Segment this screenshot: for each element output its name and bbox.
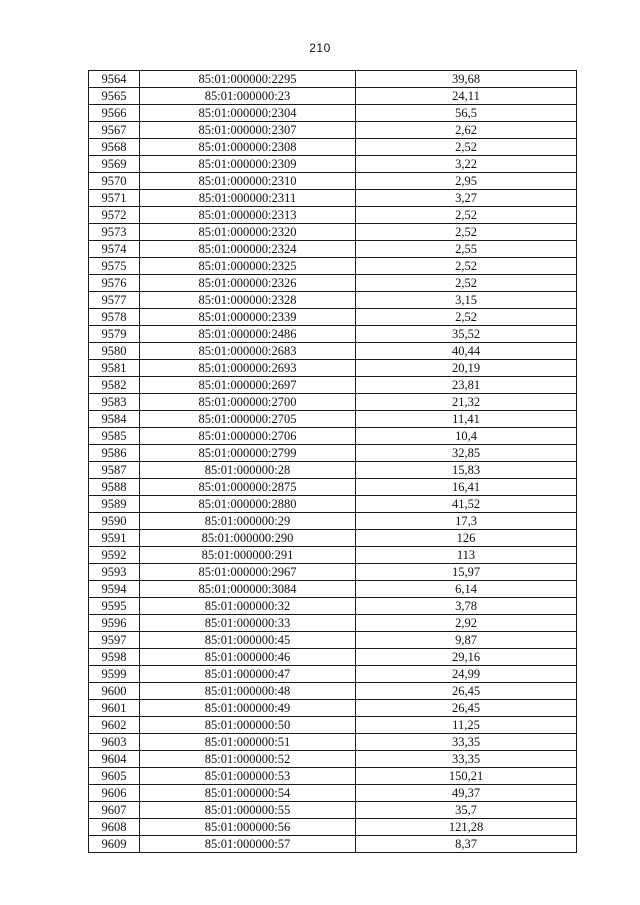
row-number-cell: 9605	[89, 768, 140, 785]
cadastral-number-cell: 85:01:000000:290	[140, 530, 356, 547]
table-row	[89, 547, 577, 564]
row-number-cell: 9593	[89, 564, 140, 581]
row-number-cell: 9583	[89, 394, 140, 411]
value-cell: 2,95	[356, 173, 577, 190]
value-cell: 29,16	[356, 649, 577, 666]
cadastral-number-cell: 85:01:000000:53	[140, 768, 356, 785]
row-number-cell: 9595	[89, 598, 140, 615]
table-row	[89, 241, 577, 258]
row-number-cell: 9573	[89, 224, 140, 241]
row-number-cell: 9602	[89, 717, 140, 734]
table-row	[89, 598, 577, 615]
value-cell: 32,85	[356, 445, 577, 462]
cadastral-number-cell: 85:01:000000:46	[140, 649, 356, 666]
table-row	[89, 360, 577, 377]
row-number-cell: 9608	[89, 819, 140, 836]
value-cell: 2,62	[356, 122, 577, 139]
table-row	[89, 513, 577, 530]
cadastral-number-cell: 85:01:000000:2311	[140, 190, 356, 207]
table-row	[89, 462, 577, 479]
row-number-cell: 9568	[89, 139, 140, 156]
value-cell: 33,35	[356, 751, 577, 768]
value-cell: 2,92	[356, 615, 577, 632]
table-row	[89, 326, 577, 343]
value-cell: 3,27	[356, 190, 577, 207]
table-row	[89, 768, 577, 785]
row-number-cell: 9607	[89, 802, 140, 819]
cadastral-number-cell: 85:01:000000:56	[140, 819, 356, 836]
cadastral-number-cell: 85:01:000000:2880	[140, 496, 356, 513]
row-number-cell: 9574	[89, 241, 140, 258]
cadastral-number-cell: 85:01:000000:2697	[140, 377, 356, 394]
row-number-cell: 9565	[89, 88, 140, 105]
row-number-cell: 9577	[89, 292, 140, 309]
value-cell: 11,41	[356, 411, 577, 428]
cadastral-number-cell: 85:01:000000:51	[140, 734, 356, 751]
table-row	[89, 564, 577, 581]
value-cell: 26,45	[356, 683, 577, 700]
value-cell: 2,52	[356, 309, 577, 326]
row-number-cell: 9569	[89, 156, 140, 173]
row-number-cell: 9586	[89, 445, 140, 462]
value-cell: 3,15	[356, 292, 577, 309]
table-row	[89, 428, 577, 445]
table-row	[89, 275, 577, 292]
row-number-cell: 9576	[89, 275, 140, 292]
row-number-cell: 9582	[89, 377, 140, 394]
value-cell: 3,78	[356, 598, 577, 615]
value-cell: 113	[356, 547, 577, 564]
table-row	[89, 649, 577, 666]
row-number-cell: 9572	[89, 207, 140, 224]
table-row	[89, 207, 577, 224]
table-row	[89, 258, 577, 275]
table-row	[89, 224, 577, 241]
value-cell: 16,41	[356, 479, 577, 496]
value-cell: 39,68	[356, 71, 577, 88]
row-number-cell: 9570	[89, 173, 140, 190]
table-row	[89, 105, 577, 122]
row-number-cell: 9579	[89, 326, 140, 343]
row-number-cell: 9587	[89, 462, 140, 479]
value-cell: 8,37	[356, 836, 577, 853]
row-number-cell: 9604	[89, 751, 140, 768]
value-cell: 49,37	[356, 785, 577, 802]
value-cell: 15,97	[356, 564, 577, 581]
table-row	[89, 802, 577, 819]
value-cell: 2,52	[356, 275, 577, 292]
row-number-cell: 9609	[89, 836, 140, 853]
cadastral-number-cell: 85:01:000000:57	[140, 836, 356, 853]
cadastral-number-cell: 85:01:000000:28	[140, 462, 356, 479]
value-cell: 3,22	[356, 156, 577, 173]
cadastral-number-cell: 85:01:000000:54	[140, 785, 356, 802]
cadastral-number-cell: 85:01:000000:2967	[140, 564, 356, 581]
table-row	[89, 683, 577, 700]
cadastral-number-cell: 85:01:000000:2310	[140, 173, 356, 190]
row-number-cell: 9598	[89, 649, 140, 666]
row-number-cell: 9592	[89, 547, 140, 564]
table-row	[89, 122, 577, 139]
cadastral-number-cell: 85:01:000000:52	[140, 751, 356, 768]
value-cell: 2,52	[356, 139, 577, 156]
cadastral-number-cell: 85:01:000000:45	[140, 632, 356, 649]
value-cell: 15,83	[356, 462, 577, 479]
value-cell: 24,99	[356, 666, 577, 683]
table-row	[89, 411, 577, 428]
row-number-cell: 9596	[89, 615, 140, 632]
cadastral-number-cell: 85:01:000000:2693	[140, 360, 356, 377]
table-row	[89, 700, 577, 717]
table-row	[89, 751, 577, 768]
cadastral-number-cell: 85:01:000000:2706	[140, 428, 356, 445]
value-cell: 56,5	[356, 105, 577, 122]
value-cell: 2,55	[356, 241, 577, 258]
value-cell: 126	[356, 530, 577, 547]
row-number-cell: 9566	[89, 105, 140, 122]
row-number-cell: 9564	[89, 71, 140, 88]
value-cell: 121,28	[356, 819, 577, 836]
cadastral-number-cell: 85:01:000000:50	[140, 717, 356, 734]
cadastral-number-cell: 85:01:000000:2700	[140, 394, 356, 411]
value-cell: 33,35	[356, 734, 577, 751]
table-row	[89, 173, 577, 190]
cadastral-number-cell: 85:01:000000:48	[140, 683, 356, 700]
value-cell: 35,52	[356, 326, 577, 343]
value-cell: 2,52	[356, 207, 577, 224]
table-row	[89, 309, 577, 326]
row-number-cell: 9601	[89, 700, 140, 717]
row-number-cell: 9578	[89, 309, 140, 326]
cadastral-number-cell: 85:01:000000:2486	[140, 326, 356, 343]
table-row	[89, 734, 577, 751]
cadastral-number-cell: 85:01:000000:2309	[140, 156, 356, 173]
cadastral-number-cell: 85:01:000000:2683	[140, 343, 356, 360]
table-row	[89, 377, 577, 394]
page-number: 210	[309, 41, 331, 55]
row-number-cell: 9597	[89, 632, 140, 649]
table-row	[89, 581, 577, 598]
value-cell: 35,7	[356, 802, 577, 819]
table-row	[89, 445, 577, 462]
cadastral-number-cell: 85:01:000000:23	[140, 88, 356, 105]
row-number-cell: 9599	[89, 666, 140, 683]
table-row	[89, 717, 577, 734]
cadastral-number-cell: 85:01:000000:2325	[140, 258, 356, 275]
table-row	[89, 632, 577, 649]
row-number-cell: 9590	[89, 513, 140, 530]
cadastral-number-cell: 85:01:000000:2339	[140, 309, 356, 326]
row-number-cell: 9603	[89, 734, 140, 751]
row-number-cell: 9567	[89, 122, 140, 139]
row-number-cell: 9589	[89, 496, 140, 513]
cadastral-number-cell: 85:01:000000:32	[140, 598, 356, 615]
value-cell: 6,14	[356, 581, 577, 598]
value-cell: 17,3	[356, 513, 577, 530]
value-cell: 40,44	[356, 343, 577, 360]
table-row	[89, 819, 577, 836]
cadastral-number-cell: 85:01:000000:2320	[140, 224, 356, 241]
row-number-cell: 9571	[89, 190, 140, 207]
row-number-cell: 9575	[89, 258, 140, 275]
cadastral-number-cell: 85:01:000000:2799	[140, 445, 356, 462]
table-body	[89, 71, 577, 853]
cadastral-table	[88, 70, 577, 853]
cadastral-number-cell: 85:01:000000:2307	[140, 122, 356, 139]
table-row	[89, 88, 577, 105]
value-cell: 21,32	[356, 394, 577, 411]
table-row	[89, 156, 577, 173]
value-cell: 11,25	[356, 717, 577, 734]
table-row	[89, 394, 577, 411]
table-row	[89, 666, 577, 683]
table-row	[89, 530, 577, 547]
cadastral-number-cell: 85:01:000000:2705	[140, 411, 356, 428]
row-number-cell: 9594	[89, 581, 140, 598]
cadastral-number-cell: 85:01:000000:29	[140, 513, 356, 530]
row-number-cell: 9588	[89, 479, 140, 496]
cadastral-number-cell: 85:01:000000:33	[140, 615, 356, 632]
table-row	[89, 496, 577, 513]
cadastral-number-cell: 85:01:000000:2875	[140, 479, 356, 496]
cadastral-number-cell: 85:01:000000:49	[140, 700, 356, 717]
value-cell: 2,52	[356, 224, 577, 241]
table-row	[89, 71, 577, 88]
cadastral-number-cell: 85:01:000000:2308	[140, 139, 356, 156]
value-cell: 23,81	[356, 377, 577, 394]
table-row	[89, 292, 577, 309]
value-cell: 150,21	[356, 768, 577, 785]
table-row	[89, 785, 577, 802]
value-cell: 10,4	[356, 428, 577, 445]
value-cell: 24,11	[356, 88, 577, 105]
cadastral-number-cell: 85:01:000000:3084	[140, 581, 356, 598]
cadastral-number-cell: 85:01:000000:2295	[140, 71, 356, 88]
row-number-cell: 9584	[89, 411, 140, 428]
table-row	[89, 836, 577, 853]
cadastral-number-cell: 85:01:000000:2304	[140, 105, 356, 122]
value-cell: 26,45	[356, 700, 577, 717]
row-number-cell: 9600	[89, 683, 140, 700]
row-number-cell: 9580	[89, 343, 140, 360]
value-cell: 9,87	[356, 632, 577, 649]
table-row	[89, 615, 577, 632]
cadastral-number-cell: 85:01:000000:2326	[140, 275, 356, 292]
cadastral-number-cell: 85:01:000000:55	[140, 802, 356, 819]
cadastral-number-cell: 85:01:000000:2313	[140, 207, 356, 224]
cadastral-number-cell: 85:01:000000:2328	[140, 292, 356, 309]
value-cell: 41,52	[356, 496, 577, 513]
row-number-cell: 9581	[89, 360, 140, 377]
value-cell: 2,52	[356, 258, 577, 275]
cadastral-number-cell: 85:01:000000:291	[140, 547, 356, 564]
row-number-cell: 9585	[89, 428, 140, 445]
row-number-cell: 9591	[89, 530, 140, 547]
table-row	[89, 479, 577, 496]
table-row	[89, 139, 577, 156]
value-cell: 20,19	[356, 360, 577, 377]
table-row	[89, 190, 577, 207]
cadastral-number-cell: 85:01:000000:47	[140, 666, 356, 683]
cadastral-number-cell: 85:01:000000:2324	[140, 241, 356, 258]
table-row	[89, 343, 577, 360]
row-number-cell: 9606	[89, 785, 140, 802]
